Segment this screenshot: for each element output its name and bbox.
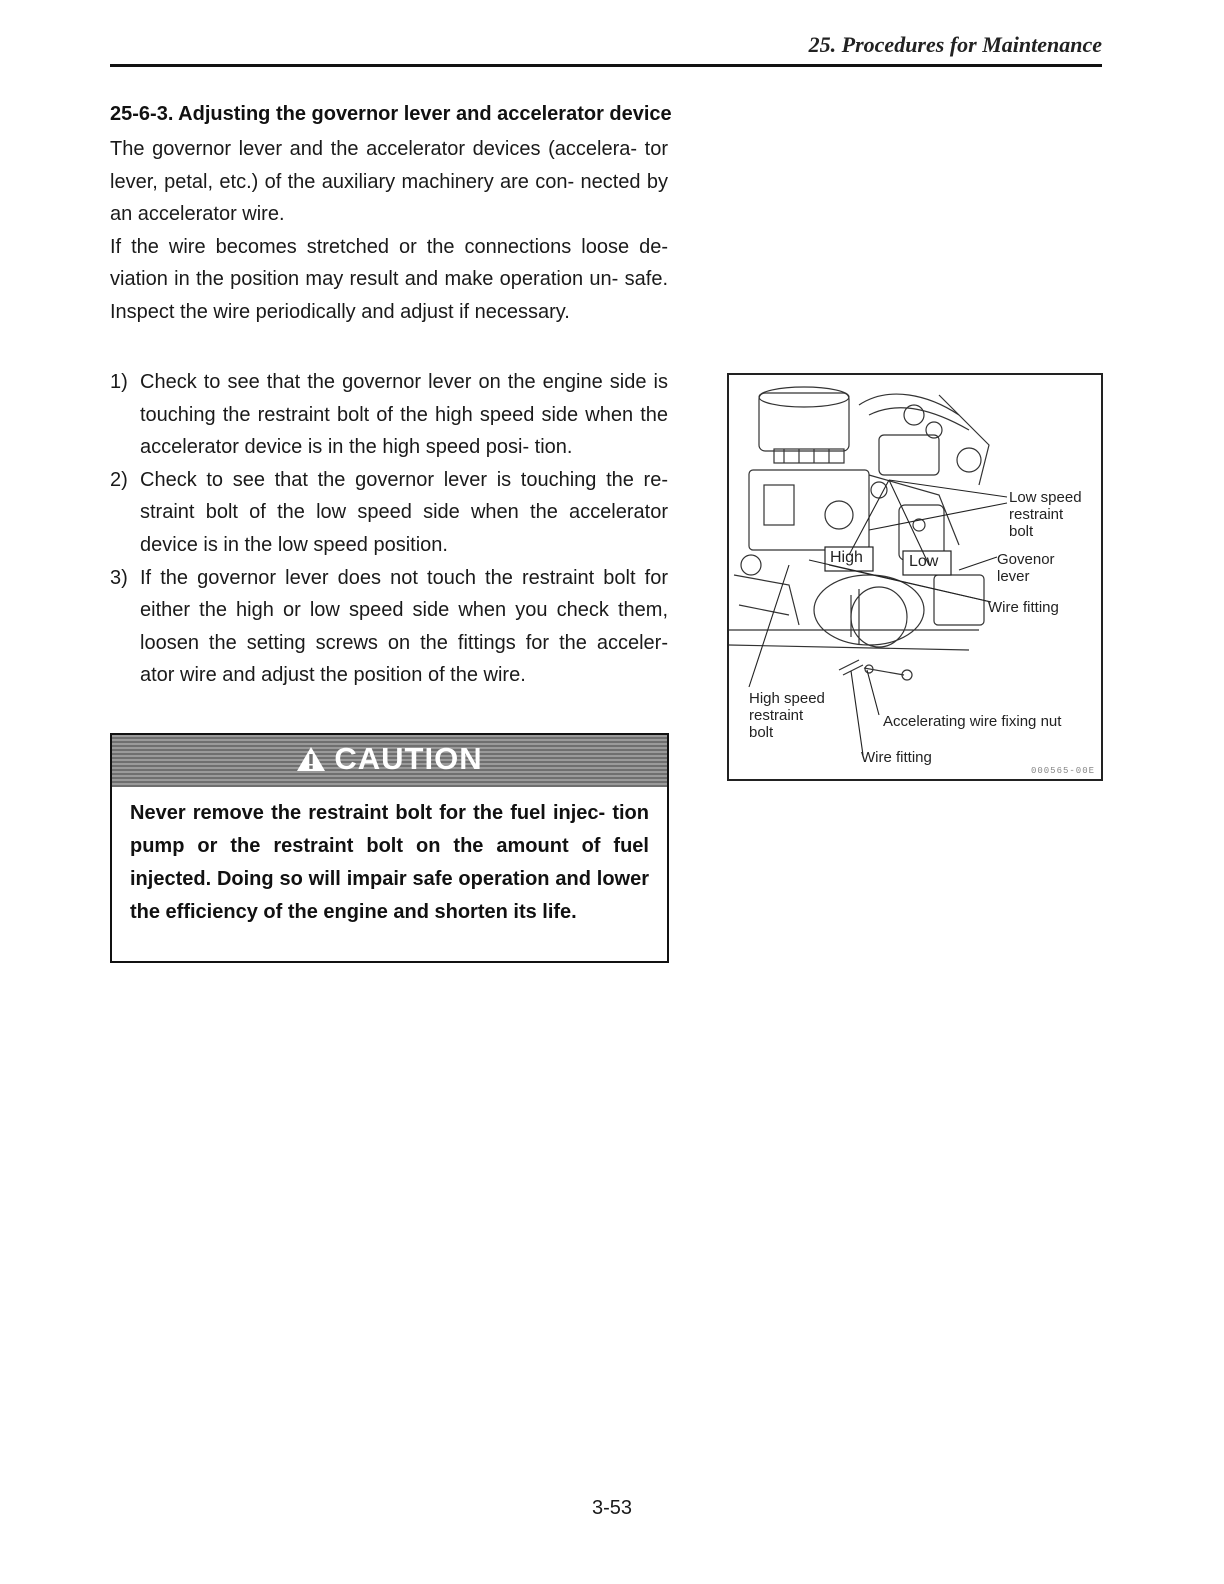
- label-low: Low: [909, 553, 939, 570]
- figure-code: 000565-00E: [1030, 766, 1095, 776]
- header-rule: [110, 64, 1102, 67]
- page-number: 3-53: [591, 1497, 633, 1519]
- step-item: [110, 562, 668, 692]
- label-high: High: [830, 549, 863, 566]
- step-text: If the governor lever does not touch the restraint bolt for either the high or low speed side when you check them, loosen the setting screws on the fittings for the acceler- ator wire and adjust the position of the wire.: [140, 566, 668, 687]
- step-text: Check to see that the governor lever is touching the re- straint bolt of the low speed side when the accelerator device is in the low speed position.: [140, 468, 668, 556]
- running-header: 25. Procedures for Maintenance: [808, 32, 1102, 57]
- intro-paragraph: If the wire becomes stretched or the connections loose de- viation in the position may result and make operation un- safe. Inspect the wire periodically and adjust if necessary.: [110, 235, 668, 323]
- label-fixing-nut: Accelerating wire fixing nut: [883, 713, 1062, 730]
- step-item: [110, 464, 668, 562]
- engine-figure: [727, 373, 1103, 781]
- section-title: 25-6-3. Adjusting the governor lever and accelerator device: [110, 103, 672, 125]
- label-wire-fitting-lower: Wire fitting: [861, 749, 932, 766]
- caution-heading: [112, 741, 667, 781]
- step-text: Check to see that the governor lever on the engine side is touching the restraint bolt of the high speed side when the accelerator device is in the high speed posi- tion.: [140, 371, 668, 459]
- label-high-speed-bolt: High speed restraint bolt: [749, 690, 825, 741]
- step-number: 3): [110, 566, 128, 589]
- caution-title: CAUTION: [334, 741, 483, 776]
- step-number: 2): [110, 468, 128, 491]
- step-number: 1): [110, 371, 128, 393]
- warning-triangle-icon: [296, 745, 326, 781]
- procedure-steps: [110, 366, 668, 692]
- label-wire-fitting-upper: Wire fitting: [988, 599, 1059, 616]
- step-item: [110, 366, 668, 464]
- caution-banner: [112, 735, 667, 787]
- intro-paragraph: The governor lever and the accelerator devices (accelera- tor lever, petal, etc.) of the auxiliary machinery are con- nected by an accelerator wire.: [110, 138, 668, 226]
- caution-box: [110, 733, 669, 963]
- label-governor-lever: Govenor lever: [997, 551, 1055, 585]
- caution-text: Never remove the restraint bolt for the fuel injec- tion pump or the restraint bolt on the amount of fuel injected. Doing so will impair safe operation and lower the efficiency of the engine and shorten its life.: [130, 802, 649, 923]
- label-low-speed-bolt: Low speed restraint bolt: [1009, 489, 1082, 540]
- intro-text: [110, 133, 668, 329]
